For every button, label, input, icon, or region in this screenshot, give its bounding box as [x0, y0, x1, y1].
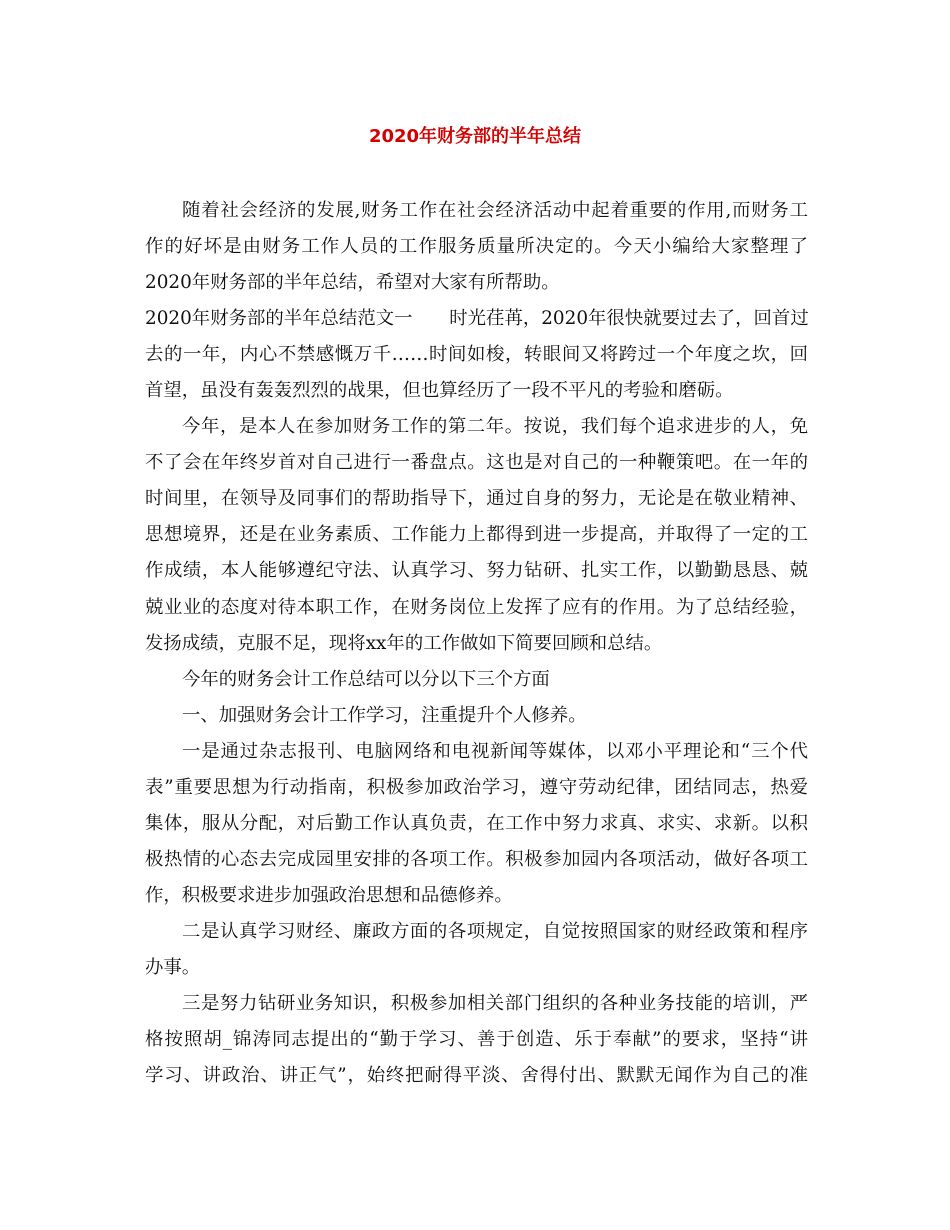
paragraph-line: 作，积极要求进步加强政治思想和品德修养。 [145, 884, 513, 906]
paragraph-line: 去的一年，内心不禁感慨万千……时间如梭，转眼间又将跨过一个年度之坎，回 [145, 344, 808, 366]
paragraph-line: 兢业业的态度对待本职工作，在财务岗位上发挥了应有的作用。为了总结经验， [145, 596, 808, 618]
section-heading-line: 一、加强财务会计工作学习，注重提升个人修养。 [182, 704, 587, 726]
paragraph-line: 办事。 [145, 956, 201, 978]
paragraph-line: 作成绩，本人能够遵纪守法、认真学习、努力钻研、扎实工作，以勤勤恳恳、兢 [145, 560, 808, 582]
paragraph-line: 2020年财务部的半年总结，希望对大家有所帮助。 [145, 272, 560, 294]
section-heading-line: 今年的财务会计工作总结可以分以下三个方面 [182, 668, 550, 690]
paragraph-line: 不了会在年终岁首对自己进行一番盘点。这也是对自己的一种鞭策吧。在一年的 [145, 452, 808, 474]
document-title: 2020年财务部的半年总结 [368, 126, 582, 147]
paragraph-line: 表”重要思想为行动指南，积极参加政治学习，遵守劳动纪律，团结同志，热爱 [145, 776, 808, 798]
paragraph-line: 极热情的心态去完成园里安排的各项工作。积极参加园内各项活动，做好各项工 [145, 848, 808, 870]
paragraph-line: 时间里，在领导及同事们的帮助指导下，通过自身的努力，无论是在敬业精神、 [145, 488, 808, 510]
paragraph-line: 随着社会经济的发展,财务工作在社会经济活动中起着重要的作用,而财务工 [182, 200, 808, 221]
paragraph-line: 思想境界，还是在业务素质、工作能力上都得到进一步提高，并取得了一定的工 [145, 524, 808, 546]
paragraph-line: 今年，是本人在参加财务工作的第二年。按说，我们每个追求进步的人，免 [182, 416, 808, 438]
paragraph-line: 作的好坏是由财务工作人员的工作服务质量所决定的。今天小编给大家整理了 [145, 236, 808, 258]
paragraph-line: 2020年财务部的半年总结范文一 时光荏苒，2020年很快就要过去了，回首过 [145, 308, 809, 330]
document-body [145, 193, 808, 1094]
paragraph-line: 首望，虽没有轰轰烈烈的战果，但也算经历了一段不平凡的考验和磨砺。 [145, 380, 734, 402]
paragraph-line: 学习、讲政治、讲正气”，始终把耐得平淡、舍得付出、默默无闻作为自己的准 [145, 1065, 808, 1087]
paragraph-line: 格按照胡_锦涛同志提出的“勤于学习、善于创造、乐于奉献”的要求，坚持“讲 [145, 1029, 808, 1051]
paragraph-line: 二是认真学习财经、廉政方面的各项规定，自觉按照国家的财经政策和程序 [182, 920, 808, 942]
paragraph-line: 一是通过杂志报刊、电脑网络和电视新闻等媒体，以邓小平理论和“三个代 [182, 740, 808, 762]
paragraph-line: 三是努力钻研业务知识，积极参加相关部门组织的各种业务技能的培训，严 [182, 993, 808, 1015]
paragraph-line: 集体，服从分配，对后勤工作认真负责，在工作中努力求真、求实、求新。以积 [145, 812, 808, 834]
paragraph-line: 发扬成绩，克服不足，现将xx年的工作做如下简要回顾和总结。 [145, 632, 663, 654]
